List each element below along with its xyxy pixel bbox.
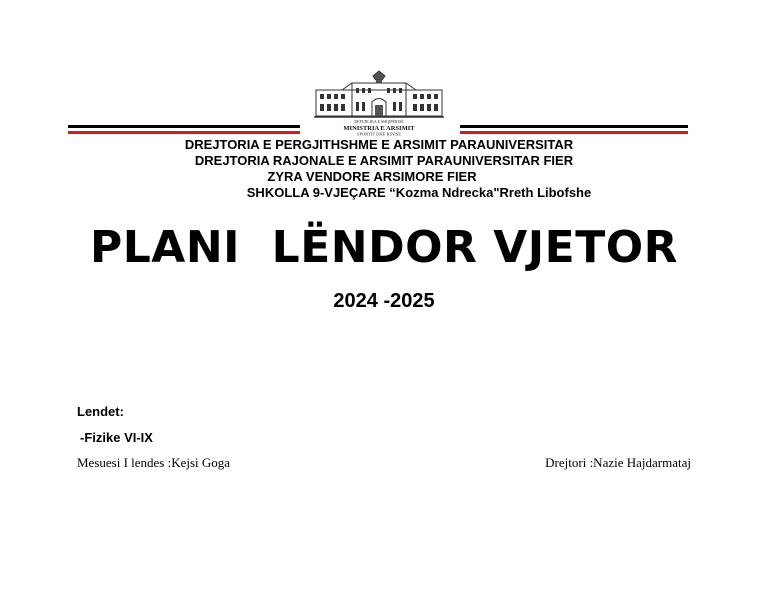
ministry-building-logo [312, 68, 446, 136]
header-line-regional-directorate: DREJTORIA RAJONALE E ARSIMIT PARAUNIVERSITAR FIER [194, 153, 574, 168]
header-stripe-black-left [68, 125, 300, 128]
emblem-caption-sub: SPORTIT DHE RINISE [357, 131, 401, 136]
header-stripe-red-left [68, 131, 300, 134]
school-year: 2024 -2025 [333, 290, 435, 312]
document-title: PLANI LËNDOR VJETOR [90, 222, 678, 273]
emblem-caption-main: MINISTRIA E ARSIMIT [343, 125, 415, 132]
emblem-caption-top: REPUBLIKA E SHQIPËRISË [354, 119, 404, 124]
header-stripe-black-right [460, 125, 688, 128]
header-stripe-red-right [460, 131, 688, 134]
teacher-signature-line: Mesuesi I lendes :Kejsi Goga [77, 455, 231, 470]
header-line-school: SHKOLLA 9-VJEÇARE “Kozma Ndrecka"Rreth Libofshe [246, 185, 592, 200]
subject-item: -Fizike VI-IX [80, 430, 153, 445]
director-signature-line: Drejtori :Nazie Hajdarmataj [545, 455, 691, 470]
subjects-label: Lendet: [77, 404, 124, 419]
header-line-general-directorate: DREJTORIA E PERGJITHSHME E ARSIMIT PARAUNIVERSITAR [184, 137, 574, 152]
header-line-local-office: ZYRA VENDORE ARSIMORE FIER [267, 169, 477, 184]
